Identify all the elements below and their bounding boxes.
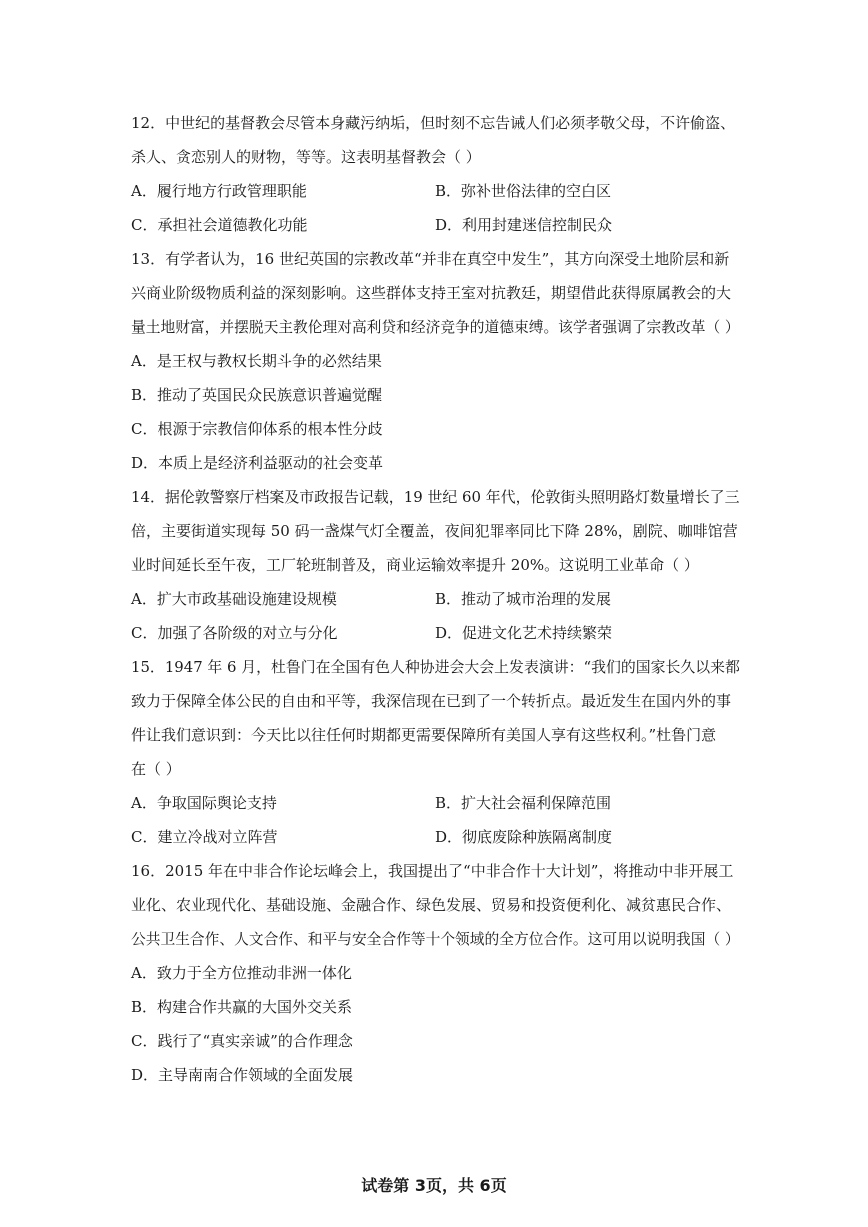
option-b: B．弥补世俗法律的空白区: [435, 182, 612, 200]
question-stem-line: 倍，主要街道实现每 50 码一盏煤气灯全覆盖，夜间犯罪率同比下降 28%，剧院、咖啡馆营: [131, 522, 738, 540]
question-stem-line: 业化、农业现代化、基础设施、金融合作、绿色发展、贸易和投资便利化、减贫惠民合作、: [131, 896, 732, 914]
question-stem-line: 13．有学者认为，16 世纪英国的宗教改革“并非在真空中发生”，其方向深受土地阶层和新: [131, 250, 730, 268]
question-stem-line: 杀人、贪恋别人的财物，等等。这表明基督教会（ ）: [131, 148, 481, 166]
question-stem-line: 致力于保障全体公民的自由和平等，我深信现在已到了一个转折点。最近发生在国内外的事: [131, 692, 732, 710]
question-stem-line: 兴商业阶级物质利益的深刻影响。这些群体支持王室对抗教廷，期望借此获得原属教会的大: [131, 284, 732, 302]
option-d: D．促进文化艺术持续繁荣: [435, 624, 613, 642]
option-b: B．构建合作共赢的大国外交关系: [131, 998, 353, 1016]
question-stem-line: 在（ ）: [131, 760, 181, 778]
question-stem-line: 件让我们意识到：今天比以往任何时期都更需要保障所有美国人享有这些权利。”杜鲁门意: [131, 726, 717, 744]
question-stem-line: 14．据伦敦警察厅档案及市政报告记载，19 世纪 60 年代，伦敦街头照明路灯数量增长了三: [131, 488, 740, 506]
option-d: D．彻底废除种族隔离制度: [435, 828, 613, 846]
option-a: A．履行地方行政管理职能: [131, 182, 307, 200]
option-d: D．主导南南合作领域的全面发展: [131, 1066, 354, 1084]
option-a: A．争取国际舆论支持: [131, 794, 277, 812]
option-c: C．根源于宗教信仰体系的根本性分歧: [131, 420, 383, 438]
question-stem-line: 12．中世纪的基督教会尽管本身藏污纳垢，但时刻不忘告诫人们必须孝敬父母，不许偷盗、: [131, 114, 736, 132]
question-stem-line: 公共卫生合作、人文合作、和平与安全合作等十个领域的全方位合作。这可用以说明我国（ ）: [131, 930, 740, 948]
option-c: C．建立冷战对立阵营: [131, 828, 278, 846]
page-footer: 试卷第 3页，共 6页: [361, 1176, 507, 1195]
question-stem-line: 16．2015 年在中非合作论坛峰会上，我国提出了“中非合作十大计划”，将推动中非开展工: [131, 862, 734, 880]
option-c: C．加强了各阶级的对立与分化: [131, 624, 338, 642]
option-b: B．推动了城市治理的发展: [435, 590, 612, 608]
option-d: D．本质上是经济利益驱动的社会变革: [131, 454, 384, 472]
option-a: A．致力于全方位推动非洲一体化: [131, 964, 352, 982]
option-b: B．扩大社会福利保障范围: [435, 794, 612, 812]
option-a: A．扩大市政基础设施建设规模: [131, 590, 337, 608]
question-stem-line: 量土地财富，并摆脱天主教伦理对高利贷和经济竞争的道德束缚。该学者强调了宗教改革（ ）: [131, 318, 740, 336]
option-d: D．利用封建迷信控制民众: [435, 216, 613, 234]
option-b: B．推动了英国民众民族意识普遍觉醒: [131, 386, 383, 404]
option-a: A．是王权与教权长期斗争的必然结果: [131, 352, 382, 370]
option-c: C．践行了“真实亲诚”的合作理念: [131, 1032, 353, 1050]
question-stem-line: 15．1947 年 6 月，杜鲁门在全国有色人种协进会大会上发表演讲：“我们的国家长久以来都: [131, 658, 740, 676]
option-c: C．承担社会道德教化功能: [131, 216, 308, 234]
question-stem-line: 业时间延长至午夜，工厂轮班制普及，商业运输效率提升 20%。这说明工业革命（ ）: [131, 556, 699, 574]
